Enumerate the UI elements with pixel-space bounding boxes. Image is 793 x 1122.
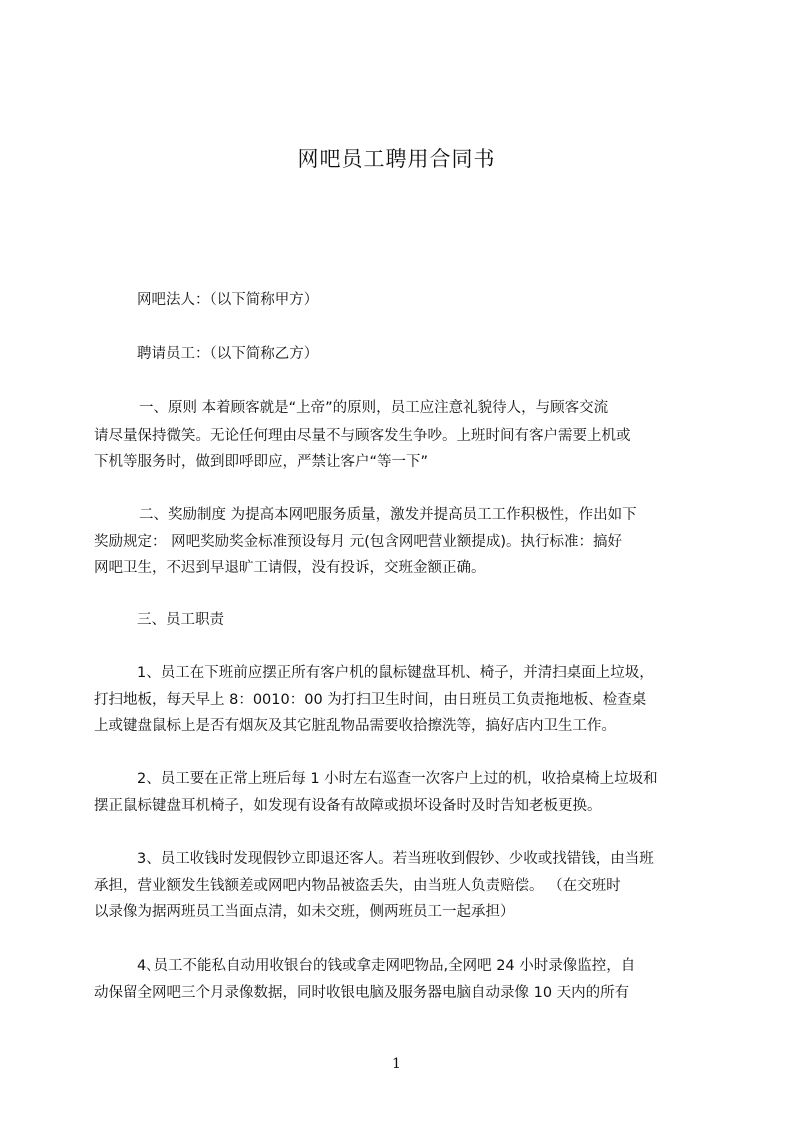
duty1-line-3: 上或键盘鼠标上是否有烟灰及其它脏乱物品需要收拾擦洗等，搞好店内卫生工作。 — [94, 718, 616, 734]
page-title: 网吧员工聘用合同书 — [297, 147, 496, 171]
section2-line-2: 奖励规定： 网吧奖励奖金标准预设每月 元(包含网吧营业额提成)。执行标准：搞好 — [94, 534, 623, 550]
section2-line-3: 网吧卫生，不迟到早退旷工请假，没有投诉，交班金额正确。 — [94, 560, 486, 576]
duty1-line-2: 打扫地板，每天早上 8：0010：00 为打扫卫生时间，由日班员工负责拖地板、检查桌 — [94, 692, 647, 708]
party-b-line: 聘请员工：（以下简称乙方） — [137, 346, 319, 362]
section3-heading: 三、员工职责 — [137, 612, 224, 628]
duty4-line-2: 动保留全网吧三个月录像数据，同时收银电脑及服务器电脑自动录像 10 天内的所有 — [94, 985, 630, 1001]
section1-line-2: 请尽量保持微笑。无论任何理由尽量不与顾客发生争吵。上班时间有客户需要上机或 — [94, 428, 631, 444]
duty3-line-3: 以录像为据两班员工当面点清，如未交班，侧两班员工一起承担） — [94, 904, 515, 920]
section2-line-1: 二、奖励制度 为提高本网吧服务质量，激发并提高员工工作积极性，作出如下 — [139, 507, 637, 523]
duty2-line-1: 2、员工要在正常上班后每 1 小时左右巡查一次客户上过的机，收拾桌椅上垃圾和 — [137, 771, 658, 787]
duty4-line-1: 4､员工不能私自动用收银台的钱或拿走网吧物品,全网吧 24 小时录像监控，自 — [137, 958, 636, 974]
duty2-line-2: 摆正鼠标键盘耳机椅子，如发现有设备有故障或损坏设备时及时告知老板更换。 — [94, 798, 602, 814]
section1-line-1: 一、原则 本着顾客就是“上帝”的原则，员工应注意礼貌待人，与顾客交流 — [139, 400, 609, 416]
duty3-line-1: 3、员工收钱时发现假钞立即退还客人。若当班收到假钞、少收或找错钱，由当班 — [137, 851, 654, 867]
section1-line-3: 下机等服务时，做到即呼即应，严禁让客户“等一下” — [94, 454, 429, 470]
page-number: 1 — [392, 1056, 401, 1072]
duty1-line-1: 1、员工在下班前应摆正所有客户机的鼠标键盘耳机、椅子，并清扫桌面上垃圾， — [137, 665, 654, 681]
duty3-line-2: 承担，营业额发生钱额差或网吧内物品被盗丢失，由当班人负责赔偿。 （在交班时 — [94, 878, 621, 894]
party-a-line: 网吧法人：（以下简称甲方） — [137, 292, 319, 308]
